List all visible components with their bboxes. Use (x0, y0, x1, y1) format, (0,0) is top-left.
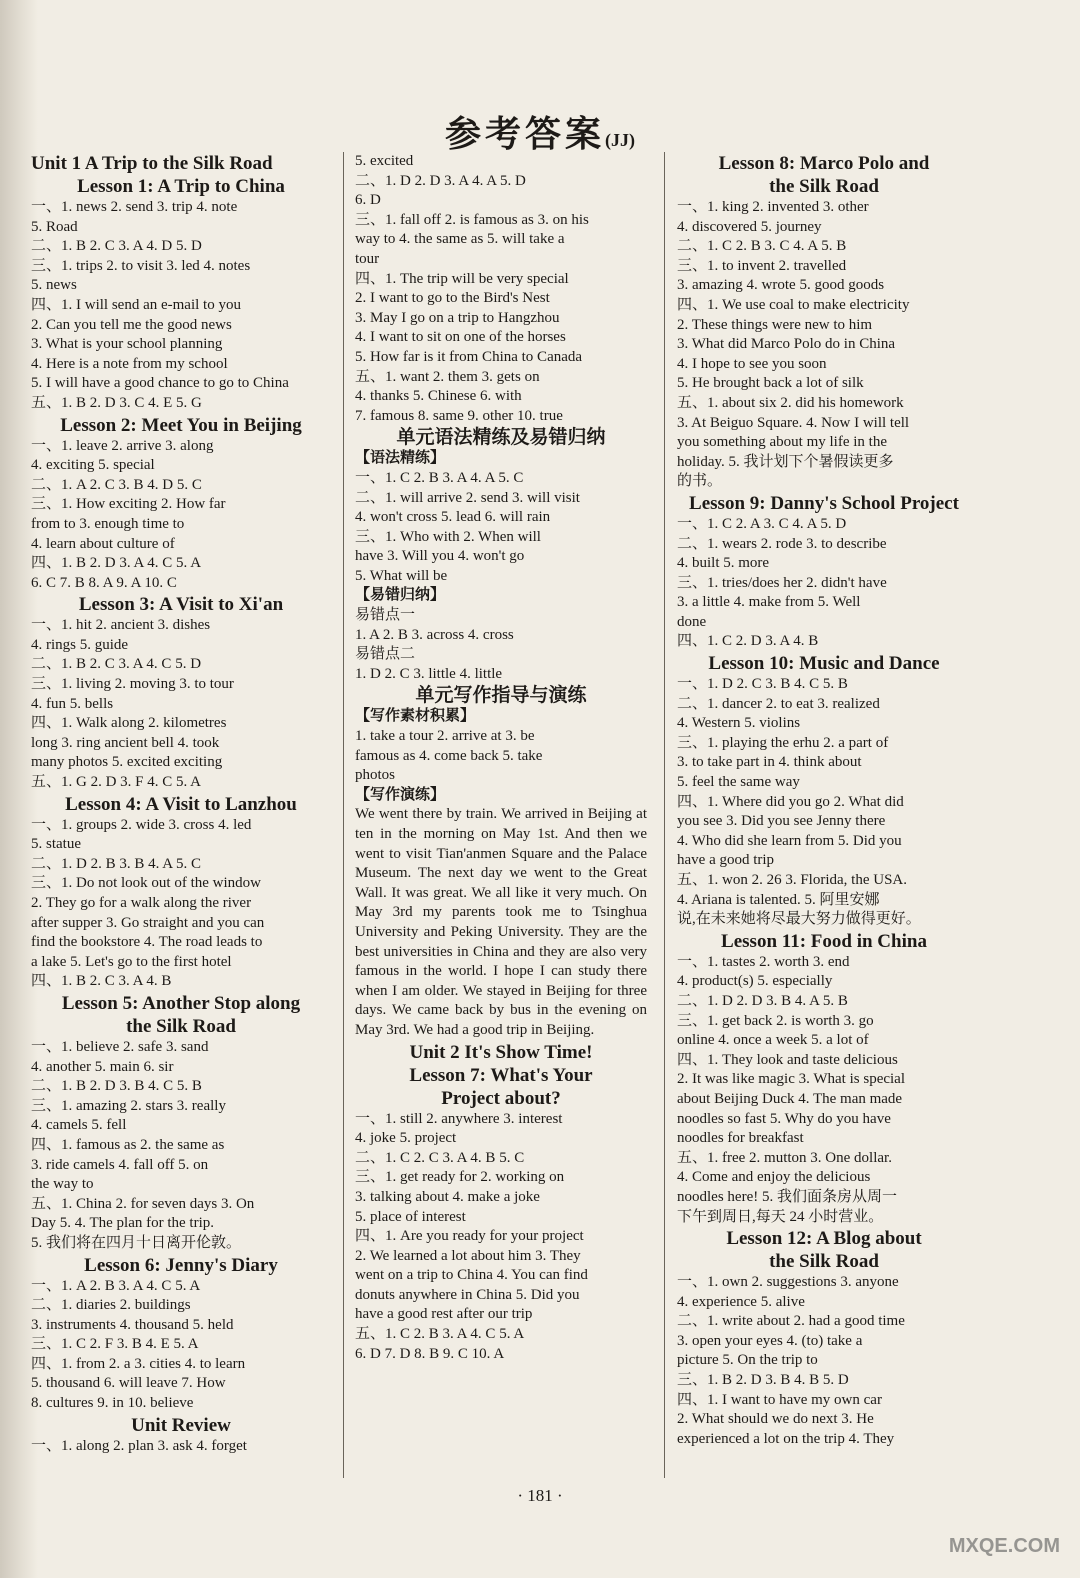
answer-line: Day 5. 4. The plan for the trip. (31, 1215, 215, 1232)
answer-line: 一、1. news 2. send 3. trip 4. note (31, 199, 238, 215)
answer-line: 五、1. B 2. D 3. C 4. E 5. G (31, 394, 202, 411)
answer-column-2 (355, 152, 647, 1364)
answer-line: way to 4. the same as 5. will take a (355, 231, 565, 248)
section-heading: Lesson 12: A Blog about (726, 1228, 922, 1250)
answer-line: 4. another 5. main 6. sir (31, 1058, 174, 1075)
answer-line: 8. cultures 9. in 10. believe (31, 1395, 194, 1412)
section-heading: Lesson 11: Food in China (721, 930, 927, 952)
answer-line: 三、1. Do not look out of the window (31, 875, 261, 892)
answer-line: have a good rest after our trip (355, 1306, 533, 1323)
answer-line: 4. fun 5. bells (31, 695, 114, 712)
writing-sample-paragraph: We went there by train. We arrived in Beijing at ten in the morning on May 1st. And then we went to visit Tian'anmen Square and the Palace Museum. The next day we went to the Great Wall. It was great. We all like it very much. On May 3rd my parents took me to Tsinghua University and Peking University. They are the best universities in China and they are also very famous in the world. I hope I can study there when I am older. We stayed in Beijing for three days. We came back by bus in the evening on May 3rd. We had a good trip in Beijing. (355, 806, 647, 1038)
answer-line: online 4. once a week 5. a lot of (677, 1032, 869, 1049)
section-heading: Lesson 3: A Visit to Xi'an (78, 594, 284, 616)
section-heading: Unit 1 A Trip to the Silk Road (31, 153, 273, 174)
answer-line: 6. C 7. B 8. A 9. A 10. C (31, 574, 177, 591)
answer-line: 3. talking about 4. make a joke (355, 1188, 540, 1205)
section-heading: Lesson 1: A Trip to China (77, 176, 285, 197)
answer-line: donuts anywhere in China 5. Did you (355, 1286, 580, 1303)
answer-line: 4. product(s) 5. especially (677, 973, 833, 990)
answer-line: 四、1. I want to have my own car (677, 1391, 882, 1408)
answer-line: 5. statue (31, 836, 81, 853)
answer-line: 5. Road (31, 218, 78, 235)
answer-line: experienced a lot on the trip 4. They (677, 1430, 895, 1447)
answer-line: 三、1. C 2. F 3. B 4. E 5. A (31, 1336, 199, 1353)
answer-line: 五、1. free 2. mutton 3. One dollar. (677, 1149, 892, 1166)
answer-line: 5. excited (355, 153, 414, 169)
answer-line: 1. take a tour 2. arrive at 3. be (355, 728, 535, 745)
answer-line: 4. discovered 5. journey (677, 218, 822, 235)
answer-column-3 (677, 152, 971, 1449)
answer-line: 4. rings 5. guide (31, 636, 129, 653)
answer-line: about Beijing Duck 4. The man made (677, 1090, 903, 1107)
answer-line: noodles for breakfast (677, 1130, 804, 1147)
column-divider (343, 152, 344, 1478)
answer-line: many photos 5. excited exciting (31, 754, 223, 771)
answer-line: 4. joke 5. project (355, 1130, 457, 1147)
section-heading: Lesson 7: What's Your (409, 1064, 593, 1086)
answer-line: 二、1. B 2. D 3. B 4. C 5. B (31, 1078, 202, 1095)
answer-line: 3. May I go on a trip to Hangzhou (355, 309, 560, 326)
subsection-tag: 【语法精练】 (355, 450, 446, 467)
subsection-tag: 【写作素材积累】 (355, 708, 476, 725)
section-heading: 单元写作指导与演练 (415, 685, 587, 707)
answer-line: 五、1. about six 2. did his homework (677, 394, 904, 411)
answer-line: from to 3. enough time to (31, 515, 185, 532)
answer-line: 四、1. I will send an e-mail to you (31, 296, 241, 313)
answer-line: 7. famous 8. same 9. other 10. true (355, 407, 563, 424)
answer-line: 四、1. Are you ready for your project (355, 1228, 584, 1245)
answer-line: 6. D (355, 192, 381, 209)
answer-line: 5. 我们将在四月十日离开伦敦。 (31, 1234, 242, 1251)
answer-line: photos (355, 767, 396, 784)
answer-line: 4. exciting 5. special (31, 457, 155, 474)
answer-line: 二、1. C 2. B 3. C 4. A 5. B (677, 238, 847, 255)
answer-line: 4. I hope to see you soon (677, 355, 827, 372)
answer-line: 3. amazing 4. wrote 5. good goods (677, 277, 885, 294)
answer-line: 4. thanks 5. Chinese 6. with (355, 388, 522, 405)
answer-line: 二、1. will arrive 2. send 3. will visit (355, 489, 580, 506)
section-heading: the Silk Road (126, 1015, 236, 1037)
answer-line: 3. to take part in 4. think about (677, 754, 862, 771)
answer-line: after supper 3. Go straight and you can (31, 914, 265, 931)
answer-line: 二、1. A 2. C 3. B 4. D 5. C (31, 476, 202, 493)
answer-line: 二、1. diaries 2. buildings (31, 1297, 191, 1314)
answer-line: 4. built 5. more (677, 555, 770, 572)
answer-line: 一、1. C 2. B 3. A 4. A 5. C (355, 469, 524, 486)
section-heading: Lesson 2: Meet You in Beijing (60, 414, 302, 436)
answer-line: 四、1. Where did you go 2. What did (677, 793, 904, 810)
subsection-tag: 【写作演练】 (355, 786, 446, 803)
answer-line: 4. learn about culture of (31, 535, 175, 552)
answer-line: 五、1. C 2. B 3. A 4. C 5. A (355, 1326, 525, 1343)
subsection-tag: 【易错归纳】 (355, 587, 446, 604)
answer-line: 四、1. C 2. D 3. A 4. B (677, 633, 819, 650)
answer-line: 一、1. leave 2. arrive 3. along (31, 437, 214, 454)
answer-line: 五、1. G 2. D 3. F 4. C 5. A (31, 774, 202, 791)
answer-line: 一、1. groups 2. wide 3. cross 4. led (31, 816, 252, 833)
answer-line: 6. D 7. D 8. B 9. C 10. A (355, 1345, 505, 1362)
answer-line: 3. instruments 4. thousand 5. held (31, 1316, 234, 1333)
answer-line: 3. a little 4. make from 5. Well (677, 594, 861, 611)
answer-line: 二、1. write about 2. had a good time (677, 1313, 905, 1330)
answer-line: 三、1. get back 2. is worth 3. go (677, 1012, 874, 1029)
answer-column-1 (31, 152, 331, 1456)
answer-line: 三、1. Who with 2. When will (355, 528, 541, 545)
answer-line: 一、1. hit 2. ancient 3. dishes (31, 617, 211, 634)
answer-line: 4. Come and enjoy the delicious (677, 1169, 871, 1186)
answer-line: have 3. Will you 4. won't go (355, 548, 525, 565)
answer-line: 三、1. get ready for 2. working on (355, 1169, 565, 1186)
section-heading: the Silk Road (769, 1251, 879, 1273)
answer-line: 的书。 (677, 473, 723, 490)
answer-line: 5. place of interest (355, 1208, 466, 1225)
answer-line: 四、1. They look and taste delicious (677, 1051, 898, 1068)
answer-line: 四、1. Walk along 2. kilometres (31, 715, 227, 732)
page-title (0, 106, 1080, 157)
answer-line: 一、1. D 2. C 3. B 4. C 5. B (677, 676, 848, 693)
answer-line: 四、1. B 2. D 3. A 4. C 5. A (31, 555, 202, 572)
answer-line: 易错点一 (355, 607, 416, 624)
answer-line: 四、1. We use coal to make electricity (677, 296, 910, 313)
answer-line: 4. Western 5. violins (677, 715, 801, 732)
section-heading: the Silk Road (769, 176, 879, 197)
answer-line: went on a trip to China 4. You can find (355, 1267, 588, 1284)
section-heading: Lesson 8: Marco Polo and (718, 153, 930, 174)
answer-line: 三、1. playing the erhu 2. a part of (677, 734, 889, 751)
answer-line: noodles here! 5. 我们面条房从周一 (677, 1188, 897, 1205)
section-heading: Lesson 6: Jenny's Diary (84, 1254, 278, 1276)
answer-line: 2. I want to go to the Bird's Nest (355, 290, 550, 307)
answer-line: 五、1. China 2. for seven days 3. On (31, 1195, 255, 1212)
section-heading: Project about? (441, 1087, 561, 1109)
section-heading: Unit Review (131, 1414, 231, 1436)
answer-line: tour (355, 250, 380, 267)
answer-line: 2. We learned a lot about him 3. They (355, 1247, 581, 1264)
answer-line: 三、1. to invent 2. travelled (677, 257, 847, 274)
answer-line: the way to (31, 1176, 94, 1193)
answer-line: 三、1. tries/does her 2. didn't have (677, 574, 887, 591)
answer-line: 5. He brought back a lot of silk (677, 375, 864, 392)
answer-line: 二、1. D 2. D 3. B 4. A 5. B (677, 992, 848, 1009)
answer-line: 一、1. king 2. invented 3. other (677, 199, 869, 215)
answer-line: 5. How far is it from China to Canada (355, 348, 583, 365)
site-watermark: MXQE.COM (948, 1535, 1060, 1557)
answer-line: long 3. ring ancient bell 4. took (31, 734, 220, 751)
answer-line: 4. camels 5. fell (31, 1117, 127, 1134)
section-heading: Lesson 5: Another Stop along (61, 992, 301, 1014)
answer-line: 三、1. B 2. D 3. B 4. B 5. D (677, 1372, 849, 1389)
answer-line: 2. It was like magic 3. What is special (677, 1071, 905, 1088)
answer-line: 五、1. want 2. them 3. gets on (355, 368, 540, 385)
answer-line: 3. What did Marco Polo do in China (677, 336, 896, 353)
answer-line: 一、1. along 2. plan 3. ask 4. forget (31, 1437, 247, 1454)
section-heading: Lesson 10: Music and Dance (708, 653, 940, 675)
answer-line: noodles so fast 5. Why do you have (677, 1110, 891, 1127)
answer-line: a lake 5. Let's go to the first hotel (31, 953, 232, 970)
answer-line: 4. Here is a note from my school (31, 355, 228, 372)
answer-line: 5. feel the same way (677, 774, 800, 791)
answer-line: 三、1. How exciting 2. How far (31, 496, 226, 513)
answer-line: 3. ride camels 4. fall off 5. on (31, 1156, 209, 1173)
answer-line: 一、1. A 2. B 3. A 4. C 5. A (31, 1277, 201, 1294)
answer-line: 四、1. from 2. a 3. cities 4. to learn (31, 1355, 246, 1372)
answer-line: 二、1. D 2. D 3. A 4. A 5. D (355, 172, 526, 189)
page-number: · 181 · (517, 1486, 563, 1505)
answer-line: 5. I will have a good chance to go to China (31, 375, 289, 392)
answer-line: find the bookstore 4. The road leads to (31, 934, 263, 951)
answer-line: 四、1. famous as 2. the same as (31, 1136, 225, 1153)
answer-line: you see 3. Did you see Jenny there (677, 813, 886, 830)
answer-line: have a good trip (677, 852, 775, 869)
answer-line: 二、1. B 2. C 3. A 4. C 5. D (31, 656, 202, 673)
answer-line: 易错点二 (355, 646, 416, 663)
answer-line: you something about my life in the (677, 434, 887, 451)
answer-line: 一、1. still 2. anywhere 3. interest (355, 1110, 563, 1127)
answer-line: 二、1. B 2. C 3. A 4. D 5. D (31, 238, 202, 255)
answer-line: 1. D 2. C 3. little 4. little (355, 665, 503, 682)
answer-line: 说,在未来她将尽最大努力做得更好。 (677, 911, 921, 928)
answer-line: 4. Who did she learn from 5. Did you (677, 832, 902, 849)
answer-line: 5. news (31, 277, 77, 294)
column-divider (664, 152, 665, 1478)
answer-line: 4. experience 5. alive (677, 1293, 805, 1310)
section-heading: Lesson 4: A Visit to Lanzhou (65, 793, 297, 815)
answer-line: 四、1. B 2. C 3. A 4. B (31, 973, 172, 990)
section-heading: 单元语法精练及易错归纳 (396, 427, 606, 449)
answer-line: 2. Can you tell me the good news (31, 316, 232, 333)
answer-line: 一、1. tastes 2. worth 3. end (677, 953, 850, 970)
answer-line: 2. What should we do next 3. He (677, 1411, 874, 1428)
answer-line: 5. thousand 6. will leave 7. How (31, 1375, 226, 1392)
answer-line: 5. What will be (355, 567, 448, 584)
section-heading: Unit 2 It's Show Time! (409, 1041, 593, 1063)
answer-line: 二、1. dancer 2. to eat 3. realized (677, 695, 880, 712)
answer-line: 下午到周日,每天 24 小时营业。 (677, 1208, 884, 1225)
title-subtitle: (JJ) (605, 130, 635, 150)
answer-line: 4. I want to sit on one of the horses (355, 329, 566, 346)
answer-line: 三、1. living 2. moving 3. to tour (31, 676, 234, 693)
answer-line: 四、1. The trip will be very special (355, 270, 569, 287)
answer-line: 3. open your eyes 4. (to) take a (677, 1332, 863, 1349)
answer-line: holiday. 5. 我计划下个暑假读更多 (677, 453, 894, 470)
answer-line: 3. What is your school planning (31, 336, 223, 353)
answer-line: 三、1. trips 2. to visit 3. led 4. notes (31, 257, 251, 274)
answer-line: 2. These things were new to him (677, 316, 873, 333)
answer-line: 2. They go for a walk along the river (31, 895, 252, 911)
answer-line: 一、1. believe 2. safe 3. sand (31, 1038, 209, 1055)
answer-line: 一、1. own 2. suggestions 3. anyone (677, 1274, 899, 1291)
section-heading: Lesson 9: Danny's School Project (689, 492, 959, 514)
answer-line: 二、1. C 2. C 3. A 4. B 5. C (355, 1149, 525, 1166)
answer-line: 1. A 2. B 3. across 4. cross (355, 626, 514, 643)
answer-line: 4. Ariana is talented. 5. 阿里安娜 (677, 891, 880, 908)
answer-line: 一、1. C 2. A 3. C 4. A 5. D (677, 515, 847, 532)
answer-line: 五、1. won 2. 26 3. Florida, the USA. (677, 872, 907, 888)
answer-line: picture 5. On the trip to (677, 1352, 818, 1369)
answer-line: 3. At Beiguo Square. 4. Now I will tell (677, 414, 910, 431)
answer-line: 三、1. amazing 2. stars 3. really (31, 1097, 226, 1114)
answer-line: 4. won't cross 5. lead 6. will rain (355, 509, 551, 526)
answer-line: 三、1. fall off 2. is famous as 3. on his (355, 211, 589, 228)
answer-line: 二、1. D 2. B 3. B 4. A 5. C (31, 855, 202, 872)
answer-line: famous as 4. come back 5. take (355, 747, 543, 764)
answer-line: done (677, 613, 707, 630)
answer-line: 二、1. wears 2. rode 3. to describe (677, 535, 887, 552)
title-text: 参考答案 (444, 114, 605, 154)
